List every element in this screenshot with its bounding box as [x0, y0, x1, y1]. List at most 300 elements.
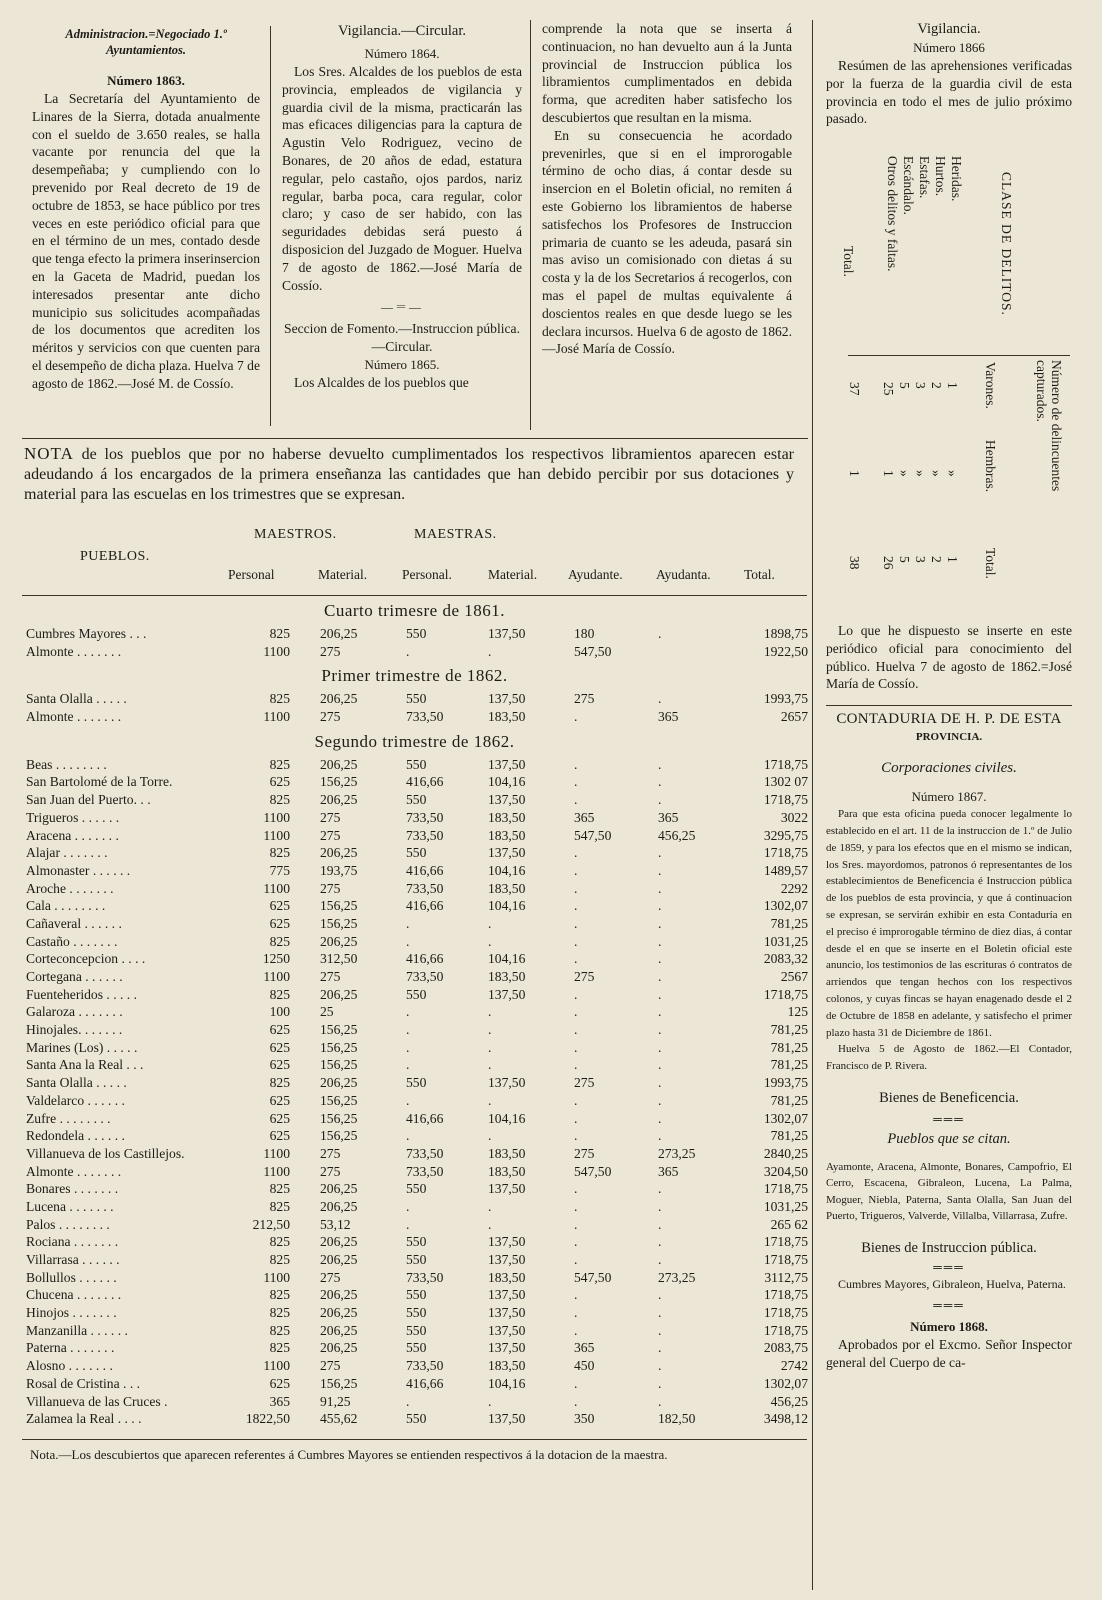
table-row — [22, 863, 807, 881]
ayudante: 547,50 — [574, 643, 612, 659]
row-total: 3295,75 — [763, 827, 808, 843]
maestro-personal: 1250 — [262, 951, 290, 967]
town-name: Valdelarco . . . . . . — [26, 1092, 125, 1108]
column-4-top — [826, 20, 1072, 150]
maestro-material: 206,25 — [320, 626, 358, 641]
town-name: Almonte . . . . . . . — [26, 1163, 122, 1179]
row-total: 781,25 — [770, 1092, 808, 1108]
ayudanta: . — [658, 1340, 662, 1356]
ayudanta: . — [658, 774, 662, 790]
maestro-personal: 775 — [269, 862, 290, 878]
maestra-personal: . — [406, 1039, 410, 1055]
maestra-personal: 416,66 — [406, 898, 444, 914]
row-total: 781,25 — [770, 1039, 808, 1055]
maestro-personal: 1100 — [263, 809, 290, 825]
row-total: 1302,07 — [763, 1110, 808, 1126]
town-name: Chucena . . . . . . . — [26, 1287, 122, 1303]
maestro-material: 206,25 — [320, 691, 358, 707]
maestra-personal: 550 — [406, 756, 427, 772]
subsection-title: Pueblos que se citan. — [887, 1130, 1011, 1147]
ayudanta: . — [658, 898, 662, 914]
notice-number: Número 1866 — [913, 40, 985, 55]
col-header-total: Total. — [744, 567, 775, 582]
notice-body: Lo que he dispuesto se inserte en este periódico oficial para conocimiento del público. Huelva 7 de agosto de 1862.=José María de Cossío. — [826, 623, 1072, 692]
maestro-personal: 825 — [269, 792, 290, 808]
ayudante: . — [574, 1287, 578, 1303]
town-name: Aracena . . . . . . . — [26, 827, 119, 843]
ayudante: 275 — [574, 1075, 595, 1091]
maestro-material: 206,25 — [320, 845, 358, 861]
row-total: 456,25 — [770, 1393, 808, 1409]
ayudante: . — [574, 1198, 578, 1214]
ayudanta: 273,25 — [658, 1145, 696, 1161]
males-value: 5 — [897, 382, 912, 389]
maestra-personal: . — [406, 933, 410, 949]
table-row — [22, 1358, 807, 1376]
ayudanta: 365 — [658, 1163, 679, 1179]
table-row — [22, 792, 807, 810]
maestro-material: 156,25 — [320, 898, 358, 914]
males-label: Varones. — [983, 362, 998, 409]
ayudante: . — [574, 1181, 578, 1197]
maestro-material: 156,25 — [320, 1375, 358, 1391]
table-row — [22, 1164, 807, 1182]
total-label: Total. — [983, 548, 998, 579]
maestra-personal: 550 — [406, 1181, 427, 1197]
maestro-personal: 825 — [269, 1322, 290, 1338]
ayudante: . — [574, 1234, 578, 1250]
maestra-personal: 416,66 — [406, 862, 444, 878]
ayudanta: . — [658, 1234, 662, 1250]
ayudante: . — [574, 933, 578, 949]
maestro-material: 206,25 — [320, 1234, 358, 1250]
row-total: 1718,75 — [763, 986, 808, 1002]
ayudante: . — [574, 1375, 578, 1391]
separator: ═══ — [933, 1259, 965, 1274]
maestro-material: 193,75 — [320, 862, 358, 878]
row-total: 1718,75 — [763, 1252, 808, 1267]
captured-header: Número de delincuentes capturados. — [1034, 360, 1064, 492]
town-name: Santa Olalla . . . . . — [26, 691, 127, 707]
ayudanta: . — [658, 1004, 662, 1020]
maestro-personal: 365 — [269, 1393, 290, 1409]
notice-number: Número 1865. — [364, 357, 440, 373]
maestro-personal: 825 — [269, 1198, 290, 1214]
town-name: Redondela . . . . . . — [26, 1128, 125, 1144]
maestra-material: 183,50 — [488, 880, 526, 896]
maestra-personal: 416,66 — [406, 1375, 444, 1391]
table-row — [22, 1305, 807, 1323]
maestra-material: 137,50 — [488, 1340, 526, 1356]
ayudante: . — [574, 1057, 578, 1073]
maestro-personal: 625 — [269, 1110, 290, 1126]
maestro-personal: 625 — [269, 1039, 290, 1055]
table-row — [22, 1376, 807, 1394]
maestra-material: . — [488, 1057, 492, 1073]
ayudanta: . — [658, 1022, 662, 1038]
maestro-material: 206,25 — [320, 933, 358, 949]
maestro-material: 206,25 — [320, 1252, 358, 1267]
row-total: 781,25 — [770, 1022, 808, 1038]
maestro-personal: 825 — [269, 845, 290, 861]
maestra-material: . — [488, 1216, 492, 1232]
maestra-personal: 733,50 — [406, 1145, 444, 1161]
town-name: Manzanilla . . . . . . — [26, 1322, 128, 1338]
column-4-bottom — [826, 622, 1072, 1597]
notice-number: Número 1868. — [910, 1319, 988, 1335]
table-row — [22, 1323, 807, 1341]
maestra-material: 137,50 — [488, 1181, 526, 1197]
row-total: 2840,25 — [763, 1145, 808, 1161]
row-total: 3204,50 — [763, 1163, 808, 1179]
ayudanta: . — [658, 969, 662, 984]
col-header-material-f: Material. — [488, 567, 538, 582]
section-title: CONTADURIA DE H. P. DE ESTA — [836, 711, 1062, 728]
maestra-material: 137,50 — [488, 1411, 526, 1427]
row-total: 1718,75 — [763, 845, 808, 861]
ayudanta: . — [658, 1305, 662, 1321]
maestro-material: 275 — [320, 969, 341, 984]
maestra-personal: 550 — [406, 1287, 427, 1303]
town-name: Almonaster . . . . . . — [26, 862, 131, 878]
ayudante: 275 — [574, 691, 595, 707]
row-total: 2567 — [780, 969, 808, 984]
maestro-material: 206,25 — [320, 1181, 358, 1197]
table-row — [22, 1340, 807, 1358]
subsection-title: Bienes de Instruccion pública. — [861, 1239, 1037, 1256]
maestro-personal: 1100 — [263, 643, 290, 659]
total-label: Total. — [841, 246, 856, 277]
section-header: Vigilancia. — [917, 21, 981, 37]
maestra-personal: 550 — [406, 1234, 427, 1250]
row-total: 781,25 — [770, 915, 808, 931]
ayudante: . — [574, 1022, 578, 1038]
table-row — [22, 1004, 807, 1022]
grand-total: 38 — [847, 556, 862, 570]
town-name: Bollullos . . . . . . — [26, 1269, 117, 1285]
ayudante: 180 — [574, 626, 595, 641]
nota-title: NOTA — [24, 444, 74, 463]
maestra-material: 183,50 — [488, 1145, 526, 1161]
town-name: Hinojos . . . . . . . — [26, 1305, 117, 1321]
maestro-material: 275 — [320, 709, 341, 725]
males-value: 1 — [945, 382, 960, 389]
col-header-personal: Personal — [228, 567, 275, 582]
maestra-material: 137,50 — [488, 1287, 526, 1303]
town-name: Bonares . . . . . . . — [26, 1181, 119, 1197]
maestra-personal: 550 — [406, 1322, 427, 1338]
town-name: Hinojales. . . . . . . — [26, 1022, 123, 1038]
ayudanta: . — [658, 862, 662, 878]
maestro-material: 206,25 — [320, 1198, 358, 1214]
maestra-personal: 550 — [406, 792, 427, 808]
males-total: 37 — [847, 382, 862, 396]
ayudanta: . — [658, 1358, 662, 1374]
table-row — [22, 898, 807, 916]
ayudante: 365 — [574, 1340, 595, 1356]
maestra-personal: 733,50 — [406, 1269, 444, 1285]
maestro-personal: 825 — [269, 1252, 290, 1267]
ayudanta: . — [658, 1375, 662, 1391]
table-row — [22, 709, 807, 727]
row-total: 265 62 — [770, 1216, 808, 1232]
maestra-personal: 733,50 — [406, 969, 444, 984]
maestra-personal: 733,50 — [406, 809, 444, 825]
column-2 — [282, 22, 522, 436]
row-total: 781,25 — [770, 1128, 808, 1144]
ayudanta: . — [658, 845, 662, 861]
notice-body: Aprobados por el Excmo. Señor Inspector general del Cuerpo de ca- — [826, 1337, 1072, 1371]
table-footnote: Nota.—Los descubiertos que aparecen referentes á Cumbres Mayores se entienden respectivos á la dotacion de la maestra. — [22, 1439, 807, 1463]
maestra-personal: . — [406, 1057, 410, 1073]
column-rule — [812, 20, 813, 1590]
maestro-personal: 825 — [269, 691, 290, 707]
maestro-personal: 100 — [269, 1004, 290, 1020]
crime-type: Heridas. — [949, 156, 964, 202]
maestro-material: 206,25 — [320, 1287, 358, 1303]
ayudanta: . — [658, 1181, 662, 1197]
ayudanta: . — [658, 1110, 662, 1126]
ayudanta: . — [658, 691, 662, 707]
maestro-personal: 625 — [269, 898, 290, 914]
col-header-maestros: MAESTROS. — [254, 527, 337, 542]
maestra-personal: 416,66 — [406, 1110, 444, 1126]
row-total: 1302,07 — [763, 898, 808, 914]
town-name: Marines (Los) . . . . . — [26, 1039, 138, 1055]
row-total: 1302 07 — [763, 774, 808, 790]
maestro-material: 275 — [320, 827, 341, 843]
maestra-personal: . — [406, 1393, 410, 1409]
row-total: 1718,75 — [763, 1234, 808, 1250]
separator: ═══ — [933, 1111, 965, 1126]
table-body — [22, 596, 807, 1429]
row-total: 2083,75 — [763, 1340, 808, 1356]
maestra-personal: 550 — [406, 1075, 427, 1091]
maestro-personal: 825 — [269, 1234, 290, 1250]
section-rule — [22, 438, 808, 439]
town-name: Zalamea la Real . . . . — [26, 1411, 142, 1427]
town-name: Paterna . . . . . . . — [26, 1340, 115, 1356]
maestro-personal: 825 — [269, 1305, 290, 1321]
table-row — [22, 951, 807, 969]
row-total: 125 — [787, 1004, 808, 1020]
col-header-material: Material. — [318, 567, 368, 582]
ayudante: . — [574, 709, 578, 725]
maestra-material: . — [488, 1039, 492, 1055]
town-name: Beas . . . . . . . . — [26, 756, 107, 772]
maestra-personal: 550 — [406, 626, 427, 641]
row-total: 2292 — [780, 880, 808, 896]
table-rule — [848, 355, 1070, 356]
table-row — [22, 1111, 807, 1129]
total-value: 5 — [897, 556, 912, 563]
maestra-material: . — [488, 933, 492, 949]
col-header-ayudanta: Ayudanta. — [656, 567, 711, 582]
ayudante: . — [574, 756, 578, 772]
maestra-material: . — [488, 1393, 492, 1409]
maestro-personal: 1100 — [263, 1145, 290, 1161]
maestro-personal: 1100 — [263, 709, 290, 725]
table-row — [22, 1270, 807, 1288]
females-label: Hembras. — [983, 440, 998, 493]
maestra-material: 137,50 — [488, 792, 526, 808]
town-list: Cumbres Mayores, Gibraleon, Huelva, Paterna. — [838, 1276, 1066, 1291]
notice-body: comprende la nota que se inserta á continuacion, no han devuelto aun á la Junta provincial de Instruccion pública los libramientos cumplimentados en debida forma, que acrediten haber satisfecho los descubiertos que resultan en la misma. — [542, 21, 792, 125]
notice-body: Los Sres. Alcaldes de los pueblos de esta provincia, empleados de vigilancia y guardia civil de la misma, practicarán las mas eficaces diligencias para la captura de Agustin Velo Rodriguez, vecino de Bonares, de 20 años de edad, estatura regular, pelo castaño, ojos pardos, nariz regular, barba poca, cara regular, color claro; y caso de ser habido, con las seguridades debidas será puesto á disposicion del Juzgado de Moguer. Huelva 7 de agosto de 1862.—José María de Cossío. — [282, 64, 522, 293]
table-row — [22, 828, 807, 846]
ayudanta: . — [658, 1039, 662, 1055]
section-header: Vigilancia.—Circular. — [338, 23, 466, 39]
ayudante: 547,50 — [574, 1269, 612, 1285]
town-name: Rosal de Cristina . . . — [26, 1375, 141, 1391]
maestra-material: . — [488, 1092, 492, 1108]
crime-class-header: CLASE DE DELITOS. — [999, 172, 1014, 316]
maestro-personal: 625 — [269, 1375, 290, 1391]
ayudante: 547,50 — [574, 1163, 612, 1179]
maestra-personal: 550 — [406, 1340, 427, 1356]
separator: —＝— — [380, 300, 423, 315]
section-title: Primer trimestre de 1862. — [321, 666, 508, 686]
maestro-material: 91,25 — [320, 1393, 351, 1409]
ayudanta: . — [658, 1216, 662, 1232]
maestro-personal: 625 — [269, 1057, 290, 1073]
maestra-personal: 550 — [406, 1411, 427, 1427]
section-subheader: Ayuntamientos. — [106, 43, 186, 57]
town-name: San Juan del Puerto. . . — [26, 792, 151, 808]
table-row — [22, 1022, 807, 1040]
maestro-personal: 1100 — [263, 827, 290, 843]
table-row — [22, 1234, 807, 1252]
maestro-personal: 825 — [269, 1287, 290, 1303]
row-total: 1718,75 — [763, 1322, 808, 1338]
column-1 — [32, 26, 260, 436]
table-row — [22, 1252, 807, 1270]
table-row — [22, 1411, 807, 1429]
row-total: 3112,75 — [764, 1269, 808, 1285]
row-total: 1718,75 — [763, 756, 808, 772]
ayudanta: . — [658, 1322, 662, 1338]
maestro-material: 455,62 — [320, 1411, 358, 1427]
notice-number: Número 1863. — [107, 73, 185, 88]
town-name: Almonte . . . . . . . — [26, 643, 122, 659]
maestra-material: 104,16 — [488, 951, 526, 967]
col-header-ayudante: Ayudante. — [568, 567, 623, 582]
ayudanta: . — [658, 1393, 662, 1409]
table-row — [22, 1394, 807, 1412]
town-name: San Bartolomé de la Torre. — [26, 774, 173, 790]
maestra-material: . — [488, 1022, 492, 1038]
table-row — [22, 774, 807, 792]
table-row — [22, 644, 807, 662]
maestra-material: 137,50 — [488, 1252, 526, 1267]
row-total: 2083,32 — [763, 951, 808, 967]
table-row — [22, 1057, 807, 1075]
town-name: Corteconcepcion . . . . — [26, 951, 146, 967]
ayudanta: . — [658, 1092, 662, 1108]
row-total: 2657 — [780, 709, 808, 725]
females-value: » — [913, 470, 928, 477]
row-total: 1718,75 — [763, 792, 808, 808]
maestro-material: 25 — [320, 1004, 334, 1020]
total-value: 3 — [913, 556, 928, 563]
maestra-material: 137,50 — [488, 691, 526, 707]
crime-type: Hurtos. — [933, 156, 948, 197]
table-row — [22, 757, 807, 775]
town-name: Rociana . . . . . . . — [26, 1234, 119, 1250]
maestro-material: 275 — [320, 1358, 341, 1374]
ayudanta: 182,50 — [658, 1411, 696, 1427]
town-name: Galaroza . . . . . . . — [26, 1004, 123, 1020]
town-name: Zufre . . . . . . . . — [26, 1110, 111, 1126]
row-total: 1993,75 — [763, 1075, 808, 1091]
maestro-personal: 825 — [269, 1340, 290, 1356]
males-value: 2 — [929, 382, 944, 389]
notice-body: Los Alcaldes de los pueblos que — [294, 375, 469, 391]
maestro-material: 206,25 — [320, 986, 358, 1002]
ayudanta: . — [658, 1057, 662, 1073]
crime-type: Estafas. — [917, 156, 932, 199]
row-total: 1489,57 — [763, 862, 808, 878]
table-row — [22, 1075, 807, 1093]
town-name: Castaño . . . . . . . — [26, 933, 118, 949]
town-name: Cortegana . . . . . . — [26, 969, 123, 984]
table-row — [22, 1093, 807, 1111]
females-value: » — [929, 470, 944, 477]
ayudante: . — [574, 1393, 578, 1409]
maestra-personal: 416,66 — [406, 951, 444, 967]
maestro-material: 275 — [320, 880, 341, 896]
maestra-material: 137,50 — [488, 756, 526, 772]
nota-text: de los pueblos que por no haberse devuelto cumplimentados los respectivos libramientos aparecen estar adeudando á los encargados de la primera enseñanza las cantidades que han debido percibir por sus dotaciones y material para las escuelas en los trimestres que se expresan. — [24, 446, 795, 503]
ayudante: . — [574, 1252, 578, 1267]
maestra-material: 104,16 — [488, 898, 526, 914]
row-total: 3022 — [780, 809, 808, 825]
maestro-material: 206,25 — [320, 1305, 358, 1321]
notice-signature: Huelva 5 de Agosto de 1862.—El Contador, Francisco de P. Rivera. — [826, 1043, 1072, 1073]
maestra-material: 104,16 — [488, 1110, 526, 1126]
maestra-personal: 550 — [406, 845, 427, 861]
col-header-personal-f: Personal. — [402, 567, 452, 582]
town-list: Ayamonte, Aracena, Almonte, Bonares, Campofrio, El Cerro, Escacena, Gibraleon, Lucena, La Palma, Moguer, Niebla, Paterna, Santa Olalla, San Juan del Puerto, Trigueros, Valverde, Villalba, Villarrasa, Zufre. — [826, 1160, 1072, 1223]
section-header: Administracion.=Negociado 1.º — [65, 27, 227, 41]
notice-body: La Secretaría del Ayuntamiento de Linares de la Sierra, dotada anualmente con el sueldo de 3.650 reales, se halla vacante por renuncia del que la desempeñaba; y cumpliendo con lo prevenido por Real decreto de 19 de octubre de 1853, se hace público por tres veces en este periódico oficial para que en el término de un mes, contado desde que tenga efecto la primera inserinsercion en la Gaceta de Madrid, puedan los interesados presentar ante dicho municipio sus solicitudes acompañadas de los documentos que acrediten los méritos y servicios con que cuenten para el desempeño de dicha plaza. Huelva 7 de agosto de 1862.—José M. de Cossío. — [32, 91, 260, 391]
crime-type: Otros delitos y faltas. — [885, 156, 900, 272]
subsection-title: Corporaciones civiles. — [881, 760, 1017, 777]
ayudanta: . — [658, 792, 662, 808]
ayudante: . — [574, 1092, 578, 1108]
row-total: 1922,50 — [763, 643, 808, 659]
ayudante: . — [574, 880, 578, 896]
table-row — [22, 1146, 807, 1164]
maestro-material: 156,25 — [320, 1022, 358, 1038]
ayudante: . — [574, 915, 578, 931]
table-row — [22, 916, 807, 934]
maestro-personal: 825 — [269, 626, 290, 641]
maestro-material: 206,25 — [320, 1340, 358, 1356]
row-total: 1031,25 — [763, 933, 808, 949]
ayudante: . — [574, 986, 578, 1002]
maestro-material: 312,50 — [320, 951, 358, 967]
maestra-material: 104,16 — [488, 862, 526, 878]
town-name: Almonte . . . . . . . — [26, 709, 122, 725]
ayudante: 350 — [574, 1411, 595, 1427]
maestro-material: 156,25 — [320, 1110, 358, 1126]
maestra-material: 104,16 — [488, 1375, 526, 1391]
ayudante: 365 — [574, 809, 595, 825]
maestro-personal: 625 — [269, 1022, 290, 1038]
maestra-material: 137,50 — [488, 1305, 526, 1321]
row-total: 781,25 — [770, 1057, 808, 1073]
